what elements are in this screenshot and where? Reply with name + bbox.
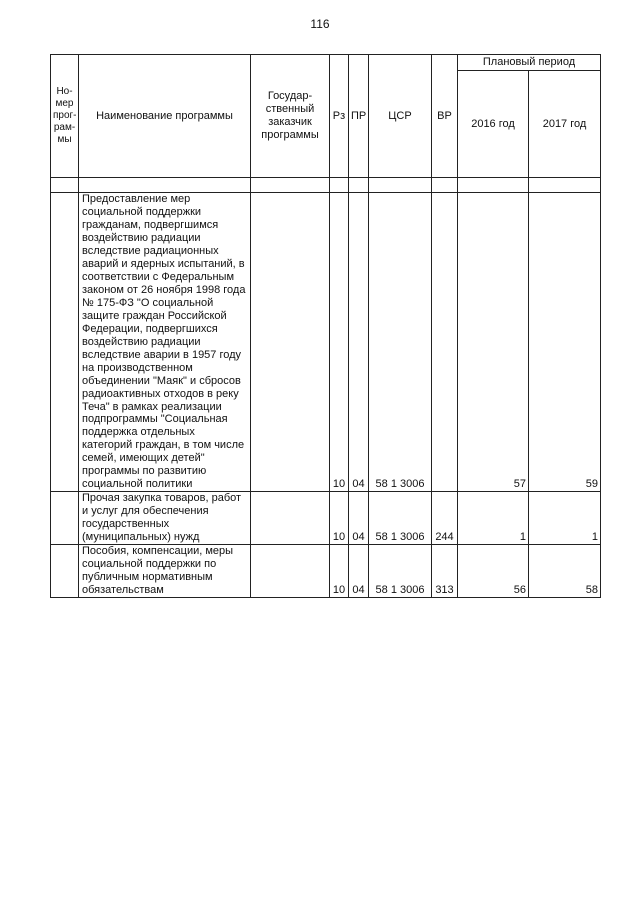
year-2017-cell: 58: [529, 545, 601, 598]
header-program-name: Наименование программы: [79, 55, 251, 178]
year-2017-cell: 59: [529, 193, 601, 492]
pr-cell: 04: [349, 545, 369, 598]
header-row: [51, 55, 601, 71]
customer-cell: [251, 193, 330, 492]
program-number-cell: [51, 492, 79, 545]
year-2017-cell: 1: [529, 492, 601, 545]
vr-cell: 244: [432, 492, 458, 545]
pr-cell: 04: [349, 193, 369, 492]
header-year-2017: 2017 год: [529, 71, 601, 178]
csr-cell: 58 1 3006: [369, 545, 432, 598]
table-row: [51, 545, 601, 598]
header-planning-period: Плановый период: [458, 55, 601, 71]
header-program-number: Но- мер прог- рам- мы: [51, 55, 79, 178]
budget-table: [50, 54, 601, 598]
pr-cell: 04: [349, 492, 369, 545]
program-name-cell: Пособия, компенсации, меры социальной поддержки по публичным нормативным обязательствам: [79, 545, 251, 598]
header-customer: Государ- ственный заказчик программы: [251, 55, 330, 178]
table-row: [51, 492, 601, 545]
csr-cell: 58 1 3006: [369, 193, 432, 492]
csr-cell: 58 1 3006: [369, 492, 432, 545]
customer-cell: [251, 545, 330, 598]
table-row: [51, 193, 601, 492]
spacer-row: [51, 178, 601, 193]
header-csr: ЦСР: [369, 55, 432, 178]
header-pr: ПР: [349, 55, 369, 178]
program-name-cell: Предоставление мер социальной поддержки гражданам, подвергшимся воздействию радиации вследствие радиационных аварий и ядерных испытаний, в соответствии с Федеральным законом от 26 ноября 1998 года № 175-ФЗ "О социальной защите граждан Российской Федерации, подвергшихся воздействию радиации вследствие аварии в 1957 году на производственном объединении "Маяк" и сбросов радиоактивных отходов в реку Теча" в рамках реализации подпрограммы "Социальная поддержка отдельных категорий граждан, в том числе семей, имеющих детей" программы по развитию социальной политики: [79, 193, 251, 492]
header-year-2016: 2016 год: [458, 71, 529, 178]
program-number-cell: [51, 545, 79, 598]
year-2016-cell: 57: [458, 193, 529, 492]
rz-cell: 10: [330, 545, 349, 598]
program-number-cell: [51, 193, 79, 492]
rz-cell: 10: [330, 492, 349, 545]
rz-cell: 10: [330, 193, 349, 492]
header-vr: ВР: [432, 55, 458, 178]
header-rz: Рз: [330, 55, 349, 178]
customer-cell: [251, 492, 330, 545]
program-name-cell: Прочая закупка товаров, работ и услуг для обеспечения государственных (муниципальных) нужд: [79, 492, 251, 545]
vr-cell: 313: [432, 545, 458, 598]
page-number: 116: [310, 17, 330, 31]
year-2016-cell: 1: [458, 492, 529, 545]
year-2016-cell: 56: [458, 545, 529, 598]
vr-cell: [432, 193, 458, 492]
